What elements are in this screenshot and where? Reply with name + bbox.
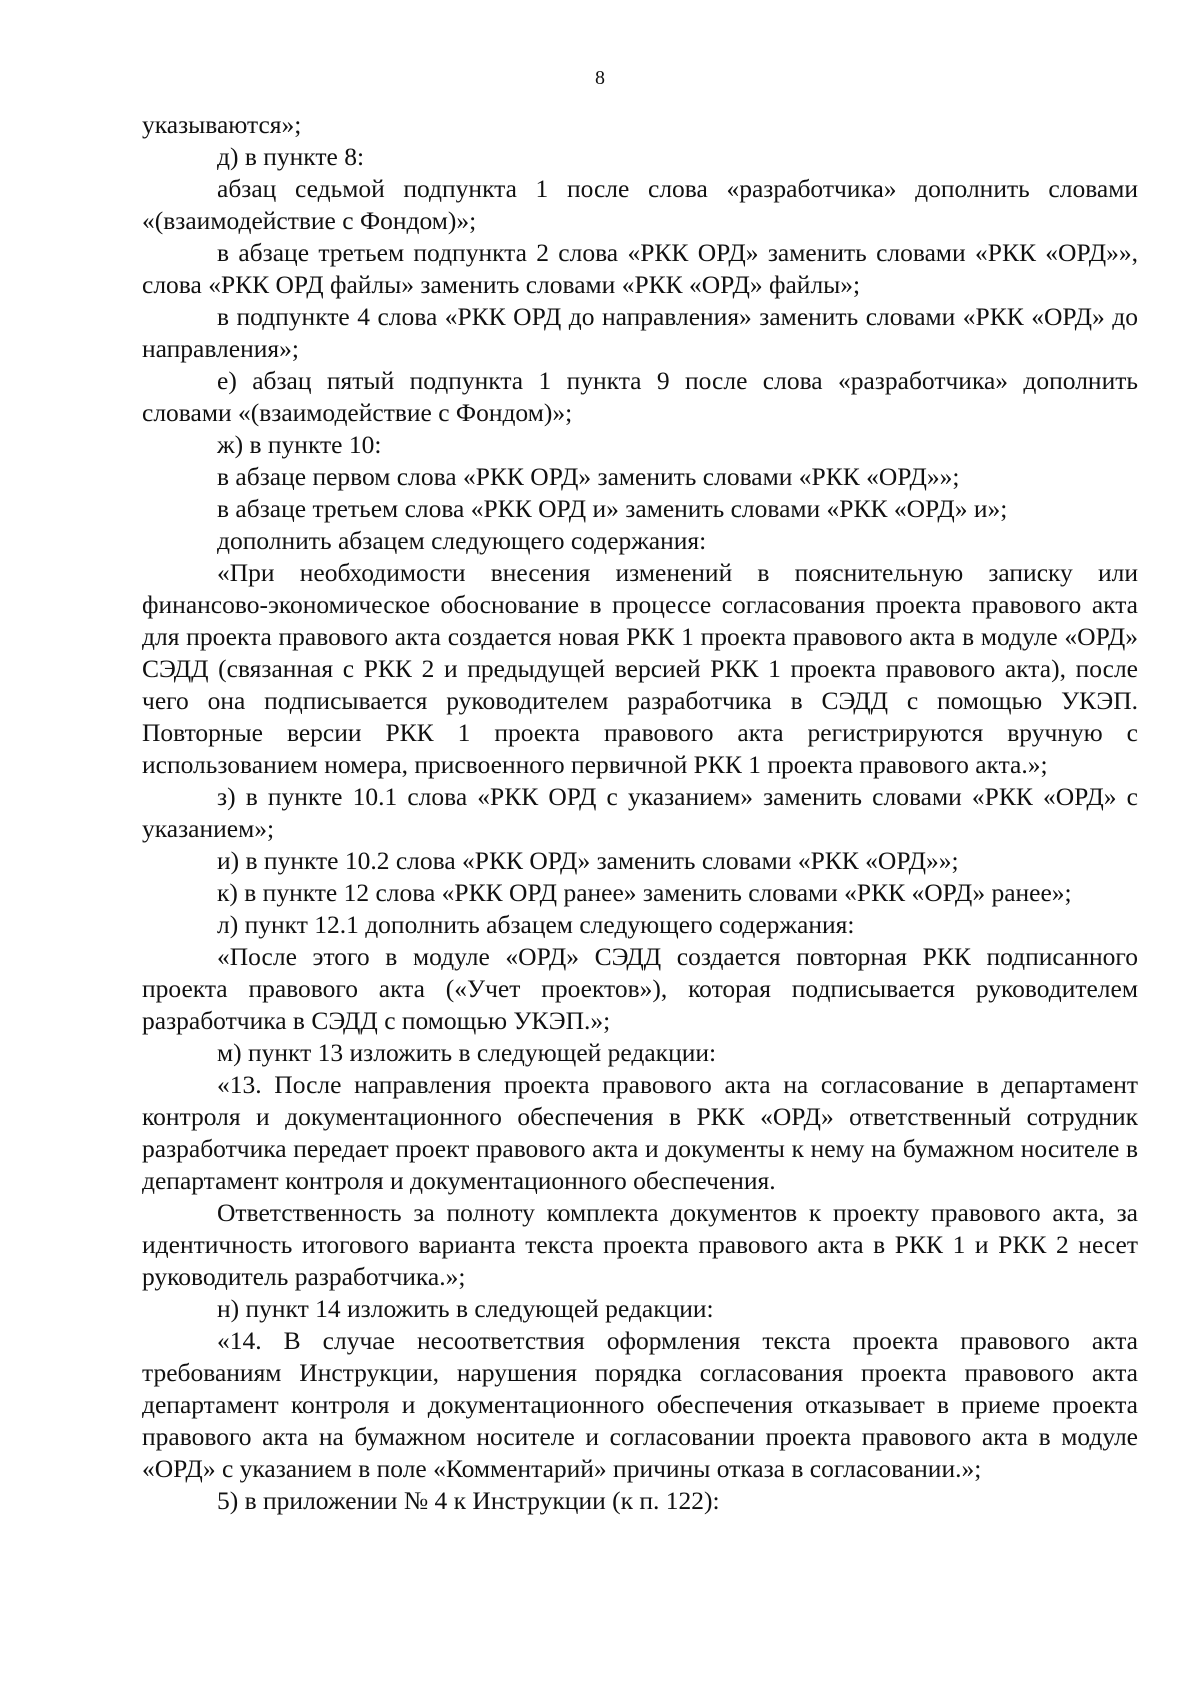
paragraph: Ответственность за полноту комплекта документов к проекту правового акта, за идентичность итогового варианта текста проекта правового акта в РКК 1 и РКК 2 несет руководитель разработчика.»; bbox=[142, 1198, 1138, 1291]
paragraph: «13. После направления проекта правового акта на согласование в департамент контроля и документационного обеспечения в РКК «ОРД» ответственный сотрудник разработчика передает проект правового акта и документы к нему на бумажном носителе в департамент контроля и документационного обеспечения. bbox=[142, 1070, 1138, 1195]
paragraph: указываются»; bbox=[142, 110, 302, 139]
paragraph: ж) в пункте 10: bbox=[217, 430, 382, 459]
paragraph: 5) в приложении № 4 к Инструкции (к п. 122): bbox=[217, 1486, 720, 1515]
paragraph: м) пункт 13 изложить в следующей редакции: bbox=[217, 1038, 717, 1067]
paragraph: з) в пункте 10.1 слова «РКК ОРД с указанием» заменить словами «РКК «ОРД» с указанием»; bbox=[142, 782, 1138, 843]
paragraph: абзац седьмой подпункта 1 после слова «разработчика» дополнить словами «(взаимодействие с Фондом)»; bbox=[142, 174, 1138, 235]
paragraph: д) в пункте 8: bbox=[217, 142, 365, 171]
paragraph: в абзаце третьем слова «РКК ОРД и» заменить словами «РКК «ОРД» и»; bbox=[217, 494, 1008, 523]
paragraph: «После этого в модуле «ОРД» СЭДД создается повторная РКК подписанного проекта правового акта («Учет проектов»), которая подписывается руководителем разработчика в СЭДД с помощью УКЭП.»; bbox=[142, 942, 1138, 1035]
paragraph: «При необходимости внесения изменений в пояснительную записку или финансово-экономическое обоснование в процессе согласования проекта правового акта для проекта правового акта создается новая РКК 1 проекта правового акта в модуле «ОРД» СЭДД (связанная с РКК 2 и предыдущей версией РКК 1 проекта правового акта), после чего она подписывается руководителем разработчика в СЭДД с помощью УКЭП. Повторные версии РКК 1 проекта правового акта регистрируются вручную с использованием номера, присвоенного первичной РКК 1 проекта правового акта.»; bbox=[142, 558, 1138, 779]
paragraph: дополнить абзацем следующего содержания: bbox=[217, 526, 707, 555]
paragraph: и) в пункте 10.2 слова «РКК ОРД» заменить словами «РКК «ОРД»»; bbox=[217, 846, 959, 875]
paragraph: н) пункт 14 изложить в следующей редакции: bbox=[217, 1294, 714, 1323]
paragraph: в абзаце третьем подпункта 2 слова «РКК ОРД» заменить словами «РКК «ОРД»», слова «РКК ОРД файлы» заменить словами «РКК «ОРД» файлы»; bbox=[142, 238, 1138, 299]
paragraph: «14. В случае несоответствия оформления текста проекта правового акта требованиям Инструкции, нарушения порядка согласования проекта правового акта департамент контроля и документационного обеспечения отказывает в приеме проекта правового акта на бумажном носителе и согласовании проекта правового акта в модуле «ОРД» с указанием в поле «Комментарий» причины отказа в согласовании.»; bbox=[142, 1326, 1138, 1483]
document-body bbox=[142, 109, 1138, 1517]
paragraph: в подпункте 4 слова «РКК ОРД до направления» заменить словами «РКК «ОРД» до направления»; bbox=[142, 302, 1138, 363]
paragraph: л) пункт 12.1 дополнить абзацем следующего содержания: bbox=[217, 910, 855, 939]
paragraph: е) абзац пятый подпункта 1 пункта 9 после слова «разработчика» дополнить словами «(взаимодействие с Фондом)»; bbox=[142, 366, 1138, 427]
paragraph: к) в пункте 12 слова «РКК ОРД ранее» заменить словами «РКК «ОРД» ранее»; bbox=[217, 878, 1072, 907]
page-number: 8 bbox=[595, 67, 605, 89]
paragraph: в абзаце первом слова «РКК ОРД» заменить словами «РКК «ОРД»»; bbox=[217, 462, 960, 491]
